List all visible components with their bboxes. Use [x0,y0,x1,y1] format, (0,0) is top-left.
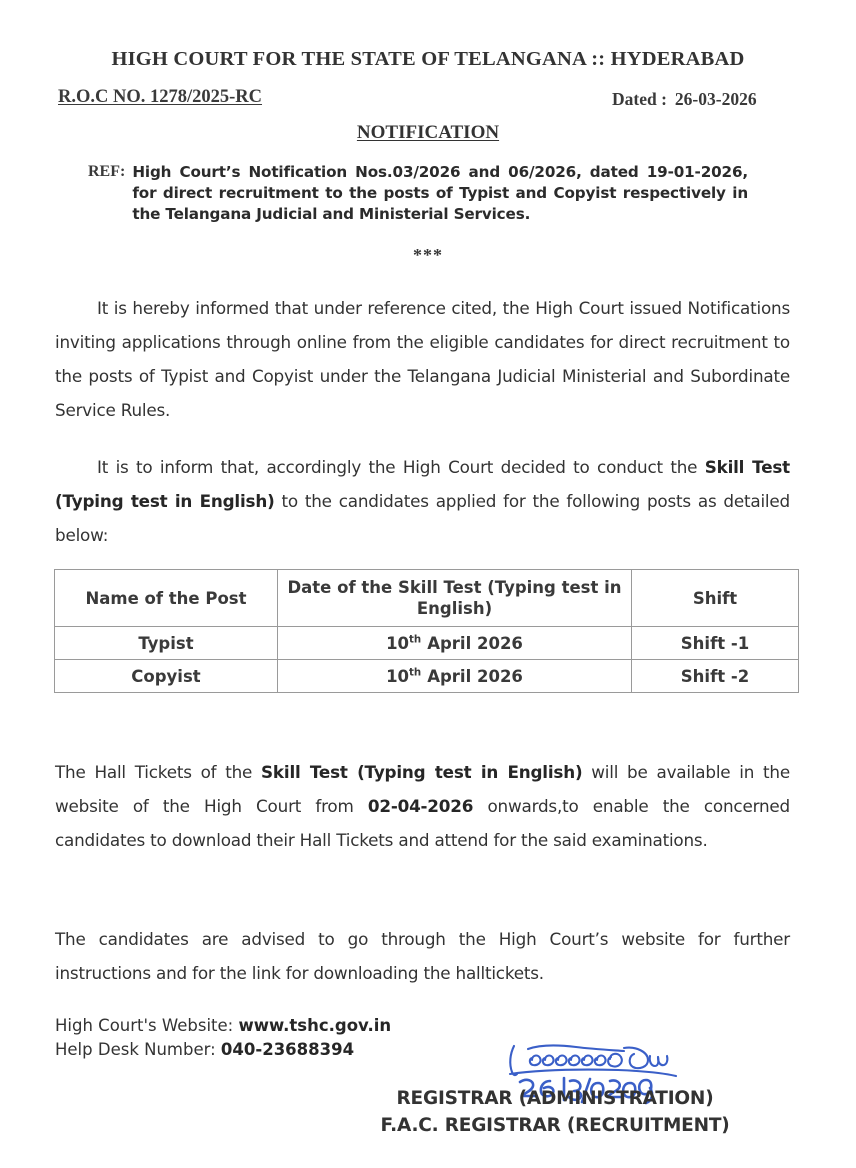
column-header-shift: Shift [632,570,799,627]
table-row [55,660,799,693]
cell-date-month-year: April 2026 [427,633,523,653]
helpdesk-value: 040-23688394 [220,1040,355,1059]
paragraph-skill-test [55,450,790,552]
paragraph-hall-tickets-part3: onwards,to enable the concerned candidates to download their Hall Tickets and attend for the said examinations. [55,796,790,850]
paragraph-hall-tickets-date: 02-04-2026 [367,796,474,816]
reference-block [88,162,748,225]
paragraph-hall-tickets-part1: The Hall Tickets of the [55,762,262,782]
cell-date [278,660,632,693]
cell-shift: Shift -1 [632,627,799,660]
paragraph-hall-tickets-emphasis: Skill Test (Typing test in English) [261,762,583,782]
paragraph-skill-test-part1: It is to inform that, accordingly the High Court decided to conduct the [97,457,705,477]
paragraph-skill-test-emphasis: Skill Test (Typing test in English) [55,457,790,511]
website-value[interactable]: www.tshc.gov.in [238,1016,392,1035]
cell-shift: Shift -2 [632,660,799,693]
helpdesk-label: Help Desk Number: [55,1040,216,1059]
cell-post: Copyist [55,660,278,693]
paragraph-hall-tickets-part2: will be available in the website of the High Court from [55,762,790,816]
cell-date-day [386,634,421,653]
cell-date-day [386,667,421,686]
reference-text: High Court’s Notification Nos.03/2026 and 06/2026, dated 19-01-2026, for direct recruitment to the posts of Typist and Copyist respectively in the Telangana Judicial and Ministerial Services. [132,163,748,223]
column-header-post: Name of the Post [55,570,278,627]
paragraph-hall-tickets [55,755,790,857]
cell-date-ordinal-suffix: th [409,634,422,645]
table-header-row [55,570,799,627]
section-separator: *** [413,245,443,265]
cell-date-day-number: 10 [386,666,410,686]
notification-heading [0,122,856,144]
cell-post: Typist [55,627,278,660]
column-header-date: Date of the Skill Test (Typing test in English) [278,570,632,627]
website-line [55,1014,391,1038]
dated-line [612,89,757,110]
paragraph-intro [55,291,790,427]
helpdesk-line [55,1038,391,1062]
website-label: High Court's Website: [55,1016,234,1035]
contact-block [55,1014,391,1062]
designation-line-1: REGISTRAR (ADMINISTRATION) [396,1088,714,1109]
roc-number: R.O.C NO. 1278/2025-RC [58,87,263,107]
reference-label: REF: [88,163,126,180]
cell-date [278,627,632,660]
paragraph-advisory: The candidates are advised to go through the High Court’s website for further instructions and for the link for downloading the halltickets. [55,929,790,983]
designation-line-2: F.A.C. REGISTRAR (RECRUITMENT) [380,1115,730,1136]
court-title: HIGH COURT FOR THE STATE OF TELANGANA :: HYDERABAD [111,48,745,70]
dated-value: 26-03-2026 [674,89,757,109]
paragraph-intro-text: It is hereby informed that under reference cited, the High Court issued Notifications inviting applications through online from the eligible candidates for direct recruitment to the posts of Typist and Copyist under the Telangana Judicial Ministerial and Subordinate Service Rules. [55,298,790,420]
paragraph-skill-test-part2: to the candidates applied for the following posts as detailed below: [55,491,790,545]
table-header [55,570,799,627]
skill-test-schedule-table [54,569,799,693]
dated-label: Dated : [612,89,667,109]
table-row [55,627,799,660]
cell-date-ordinal-suffix: th [409,667,422,678]
cell-date-day-number: 10 [386,633,410,653]
notification-heading-text: NOTIFICATION [356,122,500,143]
table-body [55,627,799,693]
cell-date-month-year: April 2026 [427,666,523,686]
signatory-designation [300,1085,810,1139]
